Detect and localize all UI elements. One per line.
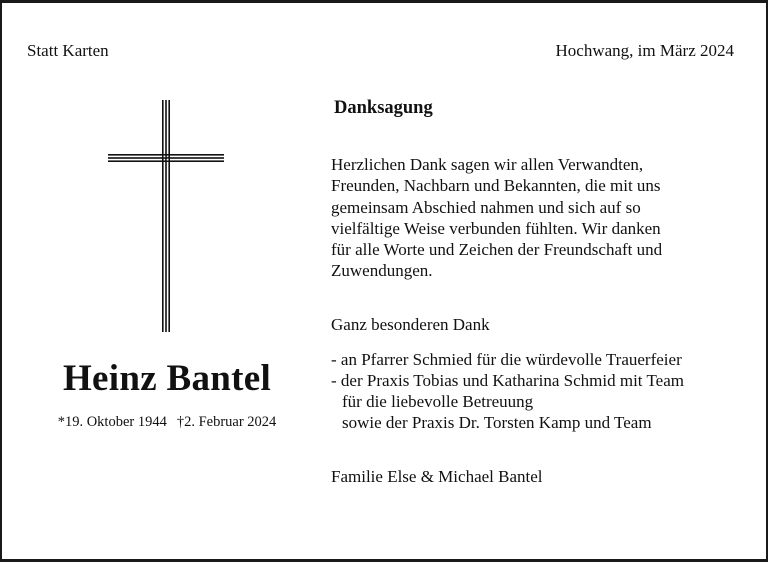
thanks-item: - der Praxis Tobias und Katharina Schmid mit Team (331, 370, 684, 390)
body-line: vielfältige Weise verbunden fühlten. Wir danken (331, 218, 661, 238)
cross-icon (108, 100, 224, 332)
life-dates (0, 414, 334, 431)
body-line: Freunden, Nachbarn und Bekannten, die mit uns (331, 176, 661, 196)
special-thanks: Ganz besonderen Dank (331, 315, 490, 335)
birth-date: *19. Oktober 1944 (57, 414, 167, 430)
thanks-body (331, 154, 751, 281)
deceased-name: Heinz Bantel (62, 358, 272, 399)
header-right: Hochwang, im März 2024 (555, 41, 734, 60)
body-line: Herzlichen Dank sagen wir allen Verwandten, (331, 155, 644, 175)
thanks-list (331, 349, 751, 434)
thanks-item-continued: sowie der Praxis Dr. Torsten Kamp und Team (342, 413, 652, 433)
signature: Familie Else & Michael Bantel (331, 467, 543, 487)
body-line: Zuwendungen. (331, 261, 433, 281)
body-line: gemeinsam Abschied nahmen und sich auf so (331, 197, 641, 217)
thanks-column (331, 98, 751, 488)
thanks-item-continued: für die liebevolle Betreuung (342, 392, 534, 412)
notice-heading: Danksagung (334, 98, 433, 118)
header-left: Statt Karten (27, 41, 109, 60)
body-line: für alle Worte und Zeichen der Freundschaft und (331, 240, 663, 260)
thanks-item: - an Pfarrer Schmied für die würdevolle Trauerfeier (331, 349, 682, 369)
death-date: †2. Februar 2024 (176, 414, 277, 430)
